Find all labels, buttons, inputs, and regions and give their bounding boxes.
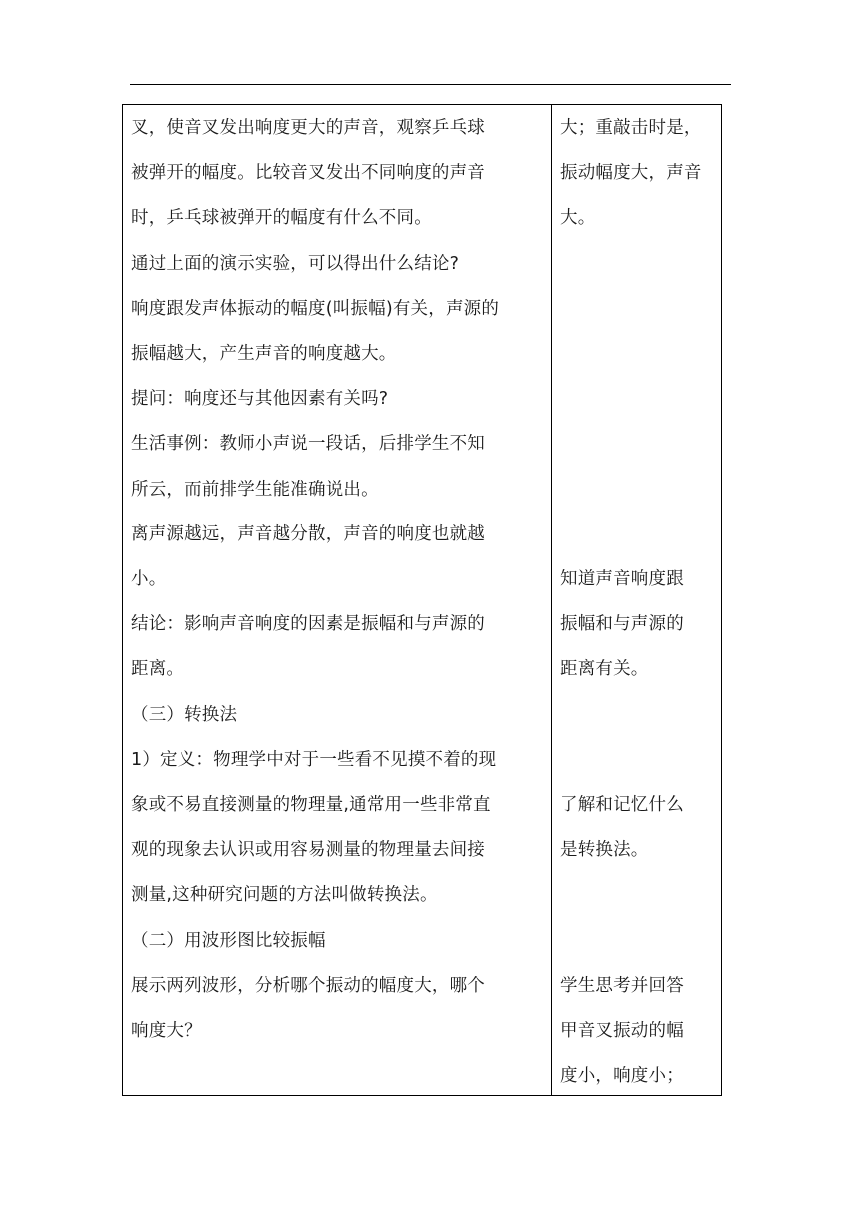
left-line: 所云，而前排学生能准确说出。	[131, 480, 379, 500]
left-line: 观的现象去认识或用容易测量的物理量去间接	[131, 840, 485, 860]
left-line: 小。	[131, 569, 167, 589]
right-line: 振幅和与声源的	[560, 614, 684, 634]
left-line: 1）定义：物理学中对于一些看不见摸不着的现	[131, 750, 497, 770]
header-rule	[130, 84, 731, 85]
right-line: 知道声音响度跟	[560, 569, 684, 589]
right-line: 振动幅度大，声音	[560, 163, 702, 183]
left-line: 象或不易直接测量的物理量,通常用一些非常直	[131, 795, 491, 815]
left-line: （三）转换法	[131, 705, 238, 725]
left-line: 叉，使音叉发出响度更大的声音，观察乒乓球	[131, 118, 485, 138]
left-line: 测量,这种研究问题的方法叫做转换法。	[131, 885, 438, 905]
right-line: 度小，响度小；	[560, 1066, 684, 1086]
left-line: 被弹开的幅度。比较音叉发出不同响度的声音	[131, 163, 485, 183]
left-line: 振幅越大，产生声音的响度越大。	[131, 344, 397, 364]
left-line: 时，乒乓球被弹开的幅度有什么不同。	[131, 208, 432, 228]
left-line: （二）用波形图比较振幅	[131, 931, 326, 951]
right-line: 甲音叉振动的幅	[560, 1021, 684, 1041]
right-line: 大；重敲击时是，	[560, 118, 702, 138]
right-line: 了解和记忆什么	[560, 795, 684, 815]
right-line: 大。	[560, 208, 596, 228]
left-line: 展示两列波形，分析哪个振动的幅度大，哪个	[131, 976, 485, 996]
left-line: 响度大？	[131, 1021, 202, 1041]
right-line: 是转换法。	[560, 840, 649, 860]
left-line: 提问：响度还与其他因素有关吗?	[131, 389, 389, 409]
left-line: 结论：影响声音响度的因素是振幅和与声源的	[131, 614, 485, 634]
left-line: 响度跟发声体振动的幅度(叫振幅)有关，声源的	[131, 299, 500, 319]
left-line: 生活事例：教师小声说一段话，后排学生不知	[131, 434, 485, 454]
left-line: 距离。	[131, 659, 185, 679]
left-line: 离声源越远，声音越分散，声音的响度也就越	[131, 524, 485, 544]
right-line: 距离有关。	[560, 659, 649, 679]
column-divider	[551, 104, 552, 1096]
right-line: 学生思考并回答	[560, 976, 684, 996]
left-line: 通过上面的演示实验，可以得出什么结论?	[131, 254, 460, 274]
